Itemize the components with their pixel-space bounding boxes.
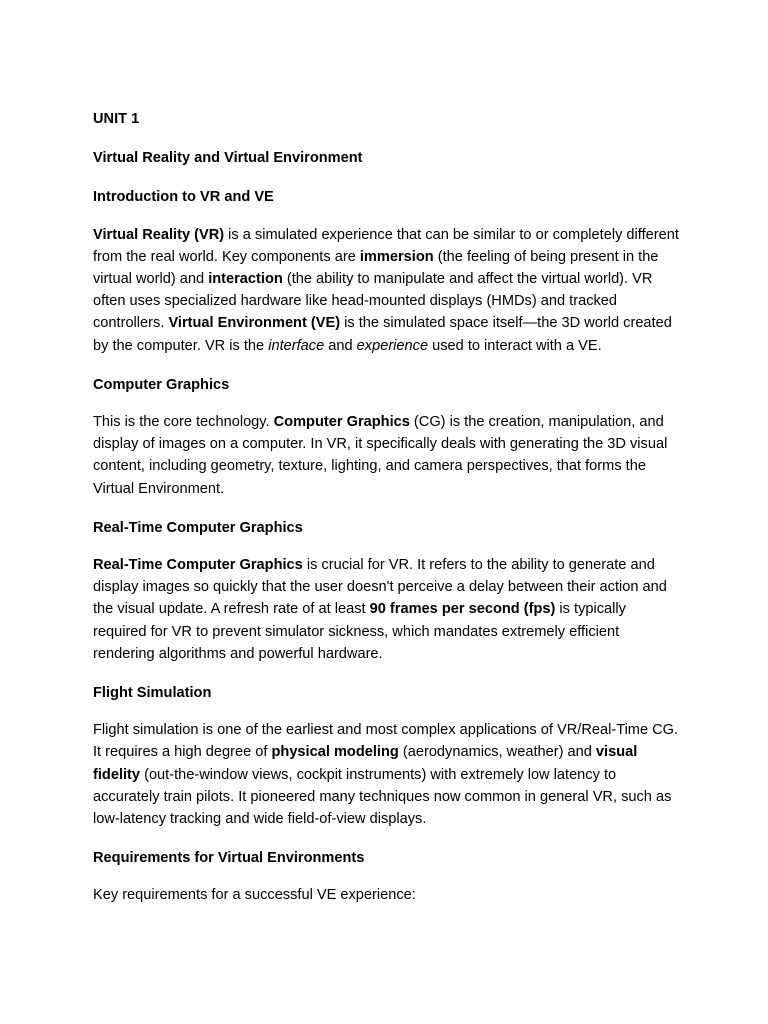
- heading-real-time-cg: Real-Time Computer Graphics: [93, 519, 303, 536]
- bold-term: Virtual Environment (VE): [168, 315, 341, 332]
- text-run: (aerodynamics, weather) and: [398, 744, 596, 761]
- bold-term: immersion: [359, 248, 434, 265]
- heading-flight-simulation: Flight Simulation: [93, 685, 212, 702]
- paragraph-ve-requirements: [93, 884, 683, 906]
- text-run: (out-the-window views, cockpit instruments) with extremely low latency to accurately train pilots. It pioneered many techniques now common in general VR, such as low-latency tracking and wide field-of-view displays.: [93, 766, 672, 828]
- text-run: This is the core technology.: [93, 414, 274, 431]
- text-run: Key requirements for a successful VE experience:: [93, 887, 416, 904]
- paragraph-intro-vr-ve: [93, 224, 683, 357]
- text-run: is a simulated experience that can be similar to or completely different from the real world. Key components are: [93, 226, 679, 265]
- heading-computer-graphics: Computer Graphics: [93, 376, 230, 393]
- text-run: and: [324, 337, 357, 354]
- text-run: used to interact with a VE.: [428, 337, 602, 354]
- text-run: (the ability to manipulate and affect the virtual world). VR often uses specialized hardware like head-mounted displays (HMDs) and tracked controllers.: [93, 271, 653, 332]
- unit-heading: UNIT 1: [93, 111, 140, 127]
- heading-intro-vr-ve: Introduction to VR and VE: [93, 189, 274, 206]
- italic-term: experience: [356, 337, 429, 354]
- paragraph-flight-simulation: [93, 719, 683, 830]
- paragraph-real-time-cg: [93, 554, 683, 665]
- section-title: Virtual Reality and Virtual Environment: [93, 150, 363, 167]
- bold-term: interaction: [208, 271, 283, 288]
- bold-term: physical modeling: [271, 744, 399, 761]
- document-body: [93, 108, 683, 907]
- text-run: Flight simulation is one of the earliest and most complex applications of VR/Real-Time CG. It requires a high degree of: [93, 722, 679, 761]
- text-run: is typically required for VR to prevent simulator sickness, which mandates extremely efficient rendering algorithms and powerful hardware.: [93, 601, 626, 662]
- heading-ve-requirements: Requirements for Virtual Environments: [93, 850, 365, 867]
- paragraph-computer-graphics: [93, 411, 683, 500]
- italic-term: interface: [268, 337, 325, 354]
- bold-term: Computer Graphics: [273, 414, 410, 431]
- text-run: is the simulated space itself—the 3D world created by the computer. VR is the: [93, 315, 672, 354]
- bold-term: 90 frames per second (fps): [369, 601, 556, 618]
- bold-term: Virtual Reality (VR): [93, 226, 225, 243]
- bold-term: Real-Time Computer Graphics: [93, 557, 303, 574]
- text-run: is crucial for VR. It refers to the ability to generate and display images so quickly that the user doesn't perceive a delay between their action and the visual update. A refresh rate of at least: [93, 557, 667, 618]
- text-run: (CG) is the creation, manipulation, and display of images on a computer. In VR, it specifically deals with generating the 3D visual content, including geometry, texture, lighting, and camera perspectives, that forms the Virtual Environment.: [93, 414, 668, 497]
- text-run: (the feeling of being present in the virtual world) and: [93, 248, 659, 288]
- bold-term: visual fidelity: [93, 744, 638, 783]
